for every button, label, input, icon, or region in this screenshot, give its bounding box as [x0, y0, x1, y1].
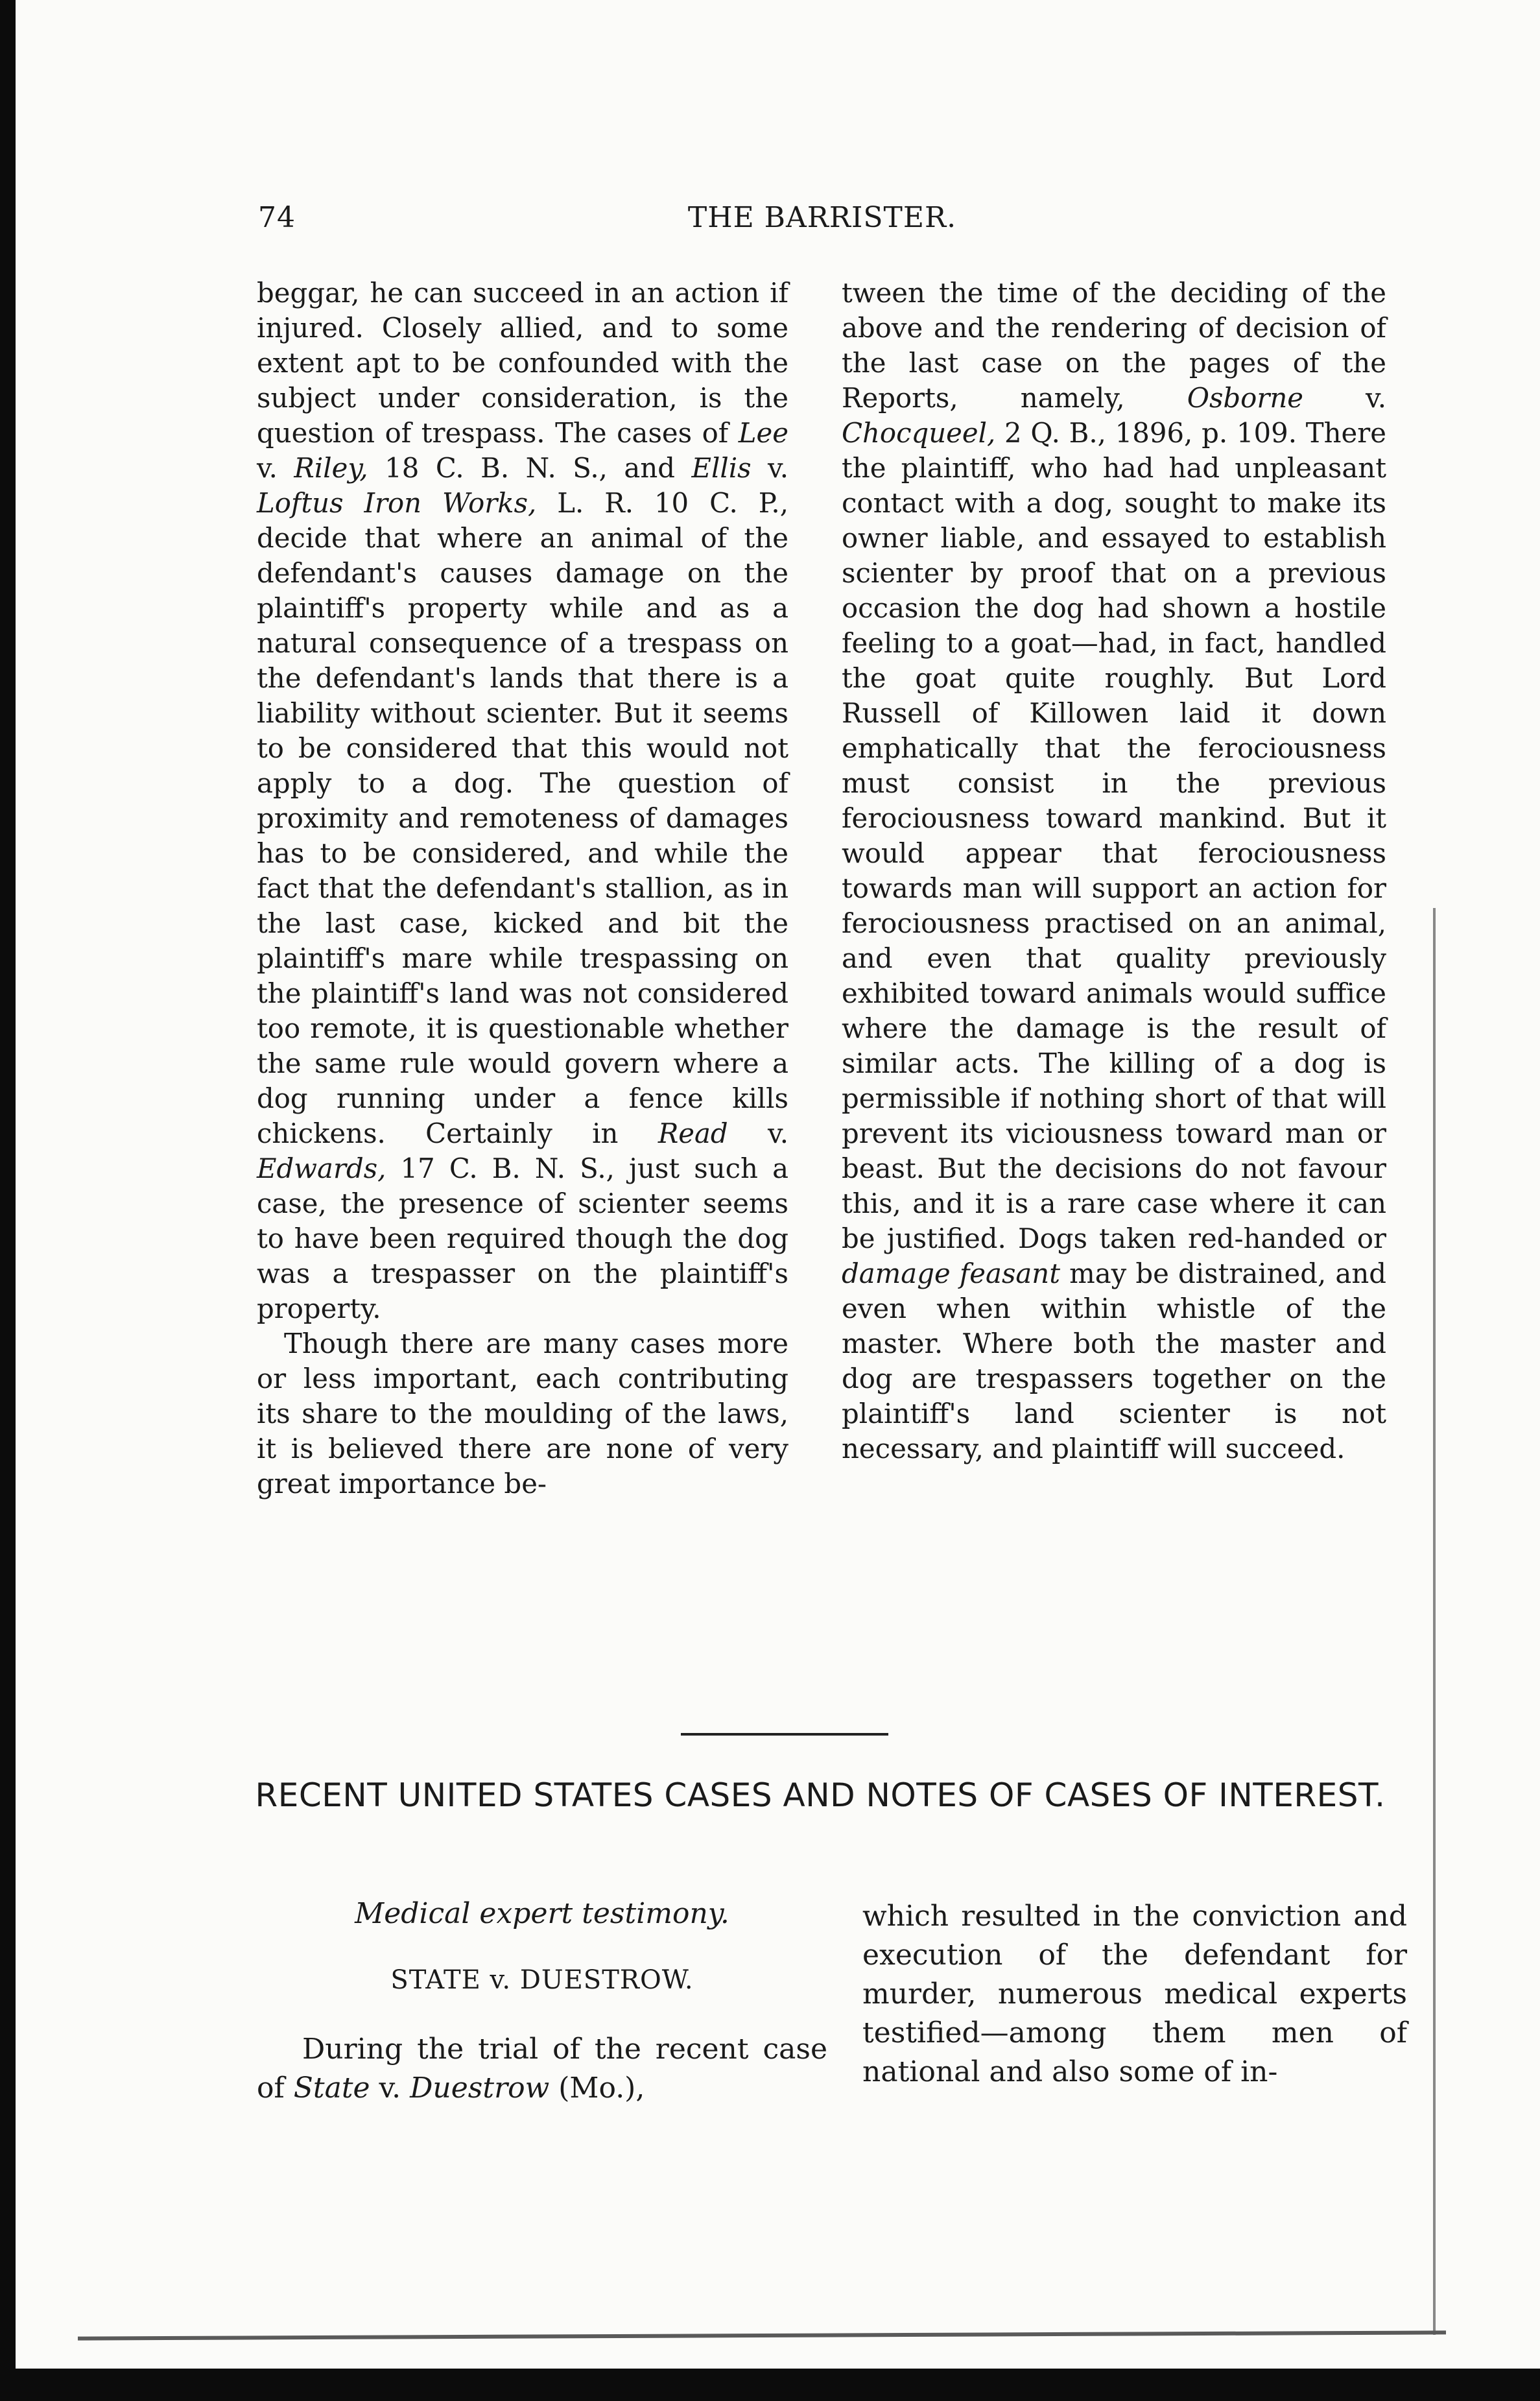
case-name-loftus: Loftus Iron Works,	[257, 487, 537, 519]
case-title: STATE v. DUESTROW.	[390, 1965, 694, 1995]
case-name-edwards: Edwards,	[257, 1153, 386, 1184]
case-name-riley: Riley,	[294, 452, 368, 484]
left-paragraph-1: beggar, he can succeed in an action if injured. Closely allied, and to some extent apt to be confounded with the subject under consideration, is the question of trespass. The cases of Lee v. Riley, 18 C. B. N. S., and Ellis v. Loftus Iron Works, L. R. 10 C. P., decide that where an animal of the defendant's causes damage on the plaintiff's property while and as a natural consequence of a trespass on the defendant's lands that there is a liability without scienter. But it seems to be considered that this would not apply to a dog. The question of proximity and remoteness of damages has to be considered, and while the fact that the defendant's stallion, as in the last case, kicked and bit the plaintiff's mare while trespassing on the plaintiff's land was not considered too remote, it is questionable whether the same rule would govern where a dog running under a fence kills chickens. Certainly in Read v. Edwards, 17 C. B. N. S., just such a case, the presence of scienter seems to have been required though the dog was a trespasser on the plaintiff's property.	[257, 277, 789, 1324]
case-name-osborne: Osborne	[1187, 382, 1303, 414]
case-subject: Medical expert testimony.	[355, 1897, 729, 1930]
case-name-chocqueel: Chocqueel,	[842, 417, 996, 449]
case-name-lee: Lee	[738, 417, 788, 449]
right-paragraph-1: tween the time of the deciding of the above and the rendering of decision of the last case on the pages of the Reports, namely, Osborne v. Chocqueel, 2 Q. B., 1896, p. 109. There the plaintiff, who had had unpleasant contact with a dog, sought to make its owner liable, and essayed to establish scienter by proof that on a previous occasion the dog had shown a hostile feeling to a goat—had, in fact, handled the goat quite roughly. But Lord Russell of Killowen laid it down emphatically that the ferociousness must consist in the previous ferociousness toward mankind. But it would appear that ferociousness towards man will support an action for ferociousness practised on an animal, and even that quality previously exhibited toward animals would suffice where the damage is the result of similar acts. The killing of a dog is permissible if nothing short of that will prevent its viciousness toward man or beast. But the decisions do not favour this, and it is a rare case where it can be justified. Dogs taken red-handed or damage feasant may be distrained, and even when within whistle of the master. Where both the master and dog are trespassers together on the plaintiff's land scienter is not necessary, and plaintiff will succeed.	[842, 277, 1386, 1464]
case-paragraph-left: During the trial of the recent case of State v. Duestrow (Mo.),	[257, 2033, 827, 2105]
scan-line-right	[1433, 908, 1436, 2335]
section-heading: RECENT UNITED STATES CASES AND NOTES OF CASES OF INTEREST.	[255, 1776, 1386, 1814]
phrase-damage-feasant: damage feasant	[842, 1258, 1061, 1289]
section-divider	[681, 1733, 888, 1736]
case-name-ellis: Ellis	[691, 452, 752, 484]
scan-line-bottom	[78, 2330, 1446, 2340]
scan-border-bottom	[0, 2369, 1540, 2401]
case-name-read: Read	[657, 1117, 728, 1149]
case-name-state: State	[293, 2072, 370, 2105]
case-paragraph-right: which resulted in the conviction and execution of the defendant for murder, numerous medical experts testified—among them men of national and also some of in-	[862, 1900, 1407, 2088]
left-paragraph-2: Though there are many cases more or less important, each contributing its share to the moulding of the laws, it is believed there are none of very great importance be-	[257, 1328, 788, 1499]
left-column	[257, 276, 788, 1501]
running-head	[258, 201, 1386, 240]
running-title: THE BARRISTER.	[687, 201, 957, 234]
scan-border-left	[0, 0, 16, 2401]
right-column	[842, 276, 1386, 1466]
page-number: 74	[258, 201, 296, 234]
case-name-duestrow: Duestrow	[410, 2072, 550, 2105]
